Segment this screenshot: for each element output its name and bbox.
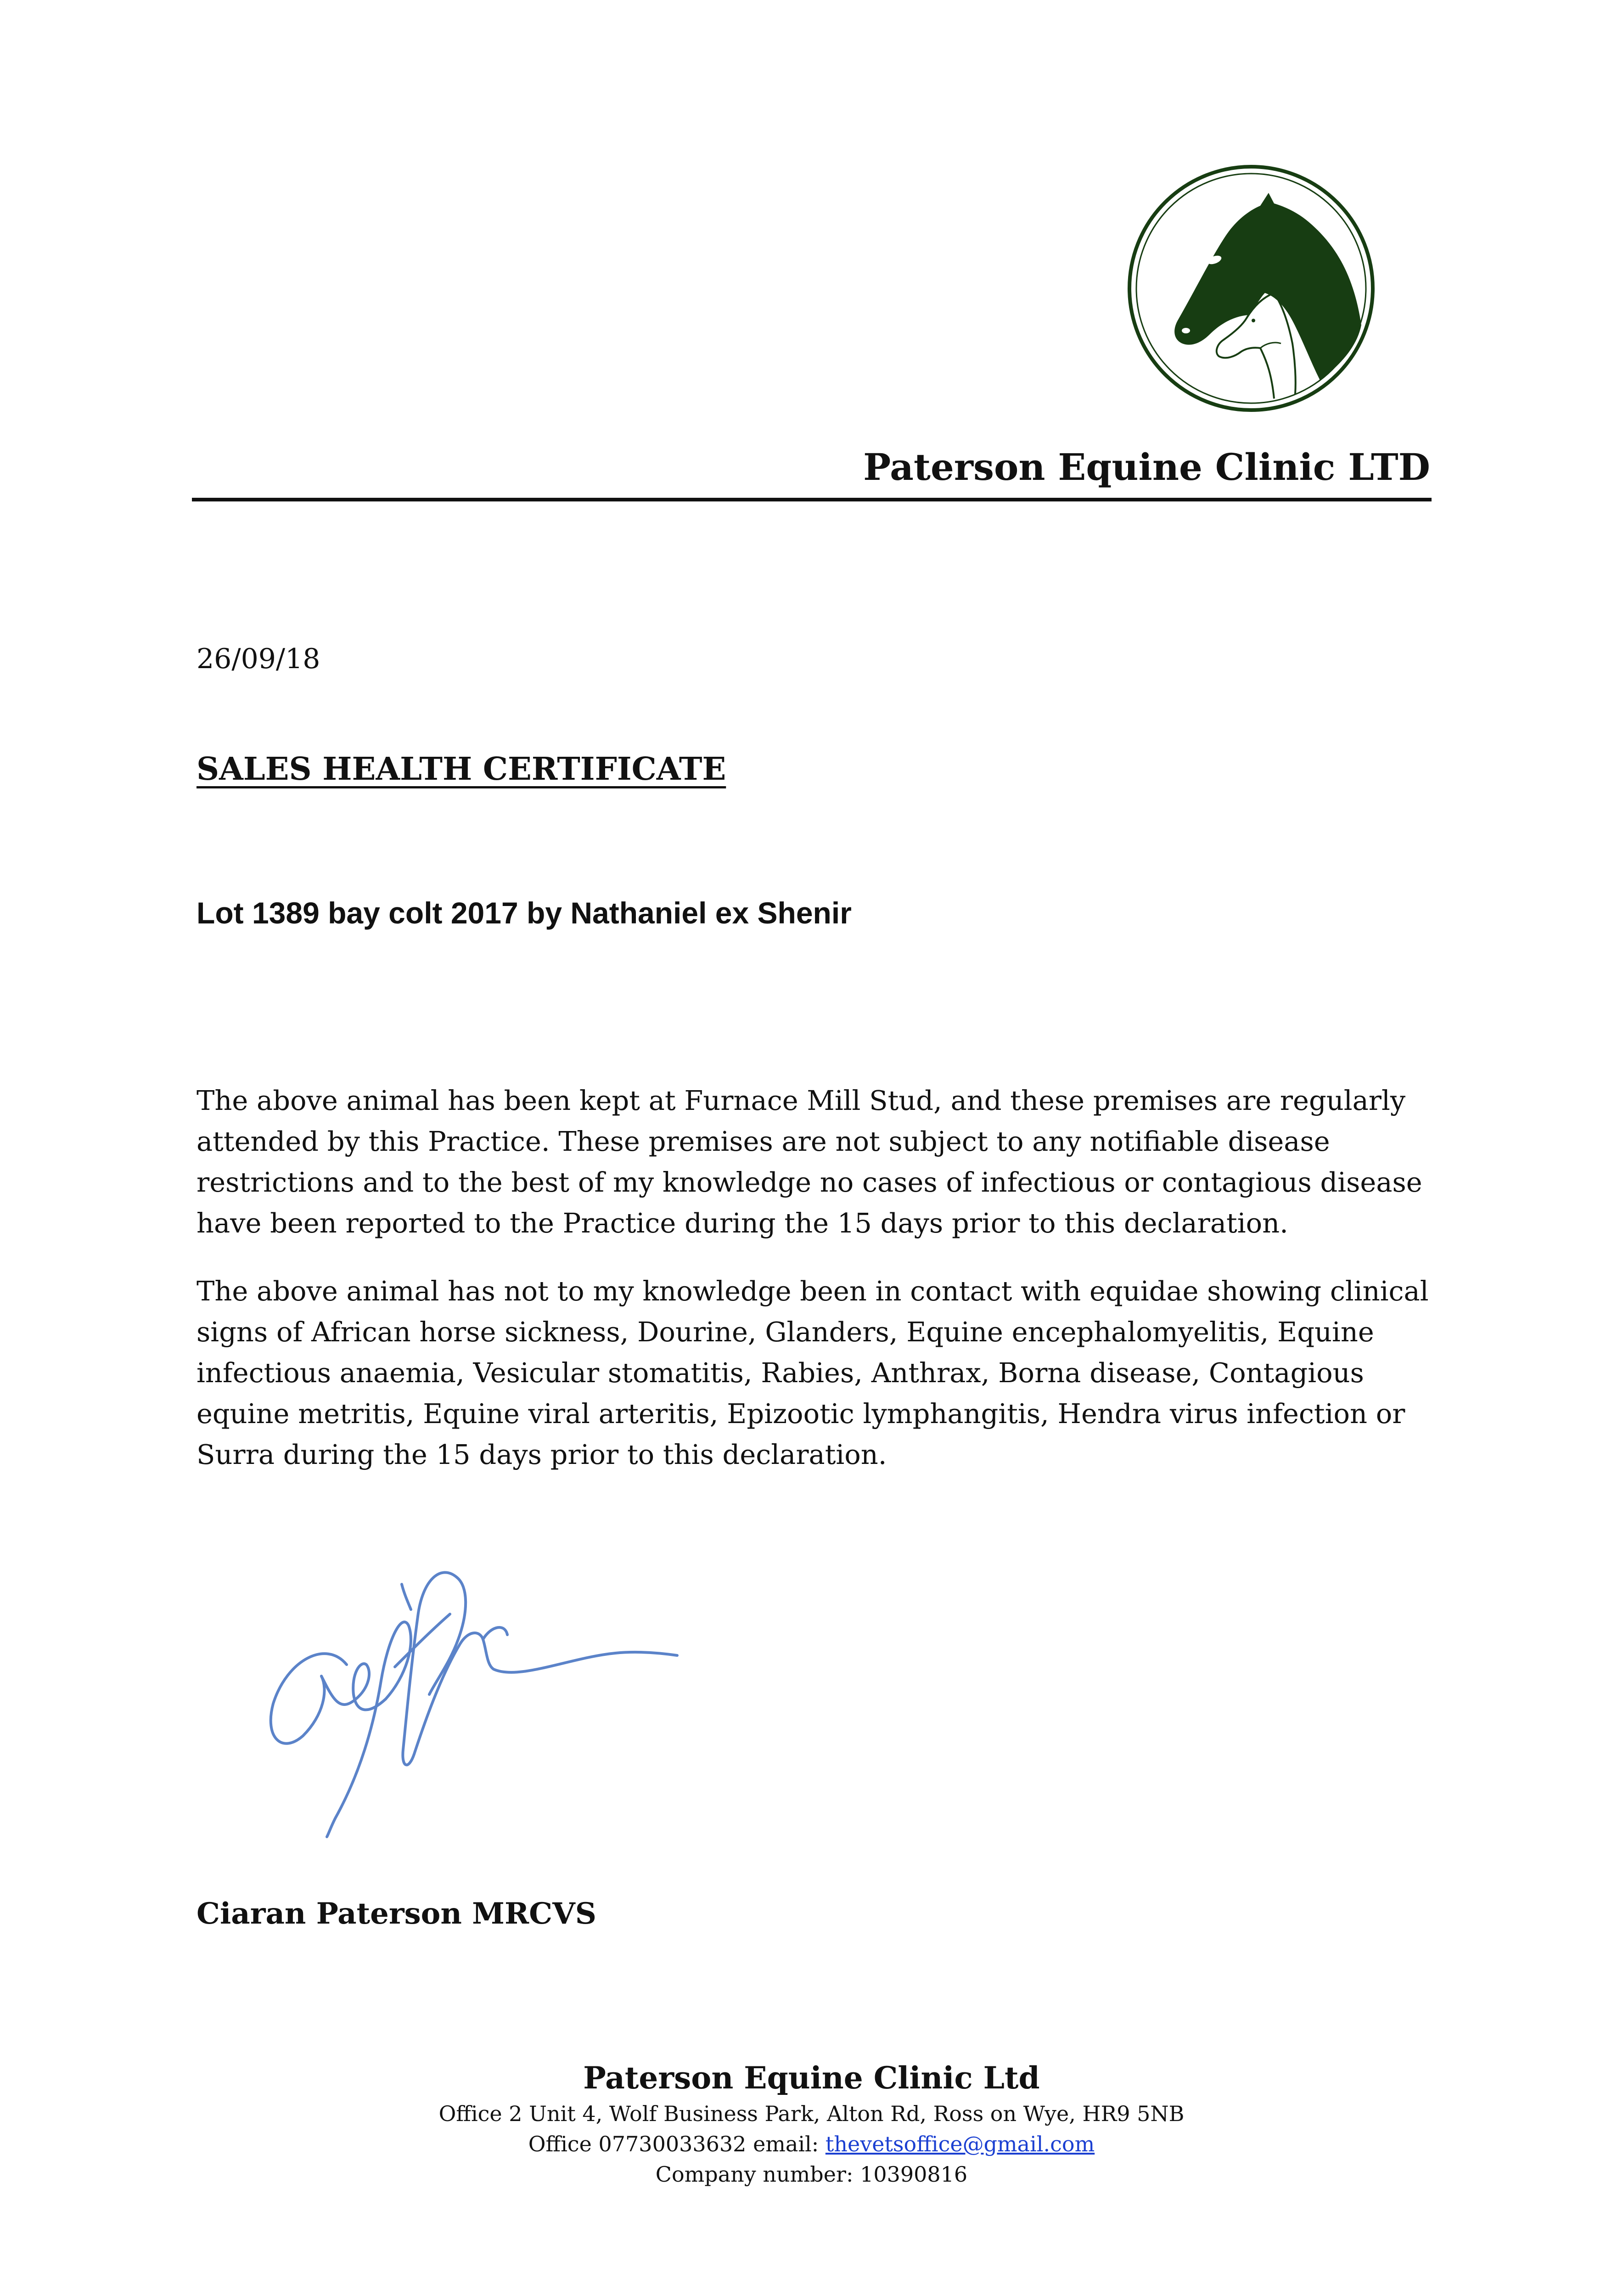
document-date: 26/09/18 bbox=[197, 643, 320, 675]
footer-contact bbox=[0, 2129, 1623, 2159]
premises-paragraph: The above animal has been kept at Furnace Mill Stud, and these premises are regularly attended by this Practice. These premises are not subject to any notifiable disease restrictions and to the best of my knowledge no cases of infectious or contagious disease have been reported to the Practice during the 15 days prior to this declaration. bbox=[197, 1085, 1422, 1239]
footer bbox=[0, 2057, 1623, 2189]
lot-description: Lot 1389 bay colt 2017 by Nathaniel ex Shenir bbox=[197, 896, 852, 930]
footer-company-number: Company number: 10390816 bbox=[655, 2162, 968, 2187]
header-company-name: Paterson Equine Clinic LTD bbox=[863, 445, 1430, 489]
header-divider bbox=[192, 498, 1432, 501]
footer-email-link[interactable]: thevetsoffice@gmail.com bbox=[825, 2132, 1095, 2156]
disease-contact-paragraph: The above animal has not to my knowledge been in contact with equidae showing clinical signs of African horse sickness, Dourine, Glanders, Equine encephalomyelitis, Equine infectious anaemia, Vesicular stomatitis, Rabies, Anthrax, Borna disease, Contagious equine metritis, Equine viral arteritis, Epizootic lymphangitis, Hendra virus infection or Surra during the 15 days prior to this declaration. bbox=[197, 1275, 1429, 1470]
handwritten-signature bbox=[248, 1561, 730, 1869]
footer-phone: Office 07730033632 email: bbox=[528, 2132, 826, 2156]
footer-address: Office 2 Unit 4, Wolf Business Park, Alton Rd, Ross on Wye, HR9 5NB bbox=[438, 2101, 1185, 2126]
footer-company-name: Paterson Equine Clinic Ltd bbox=[583, 2060, 1040, 2096]
horse-head-logo-icon bbox=[1123, 160, 1380, 417]
certificate-title: SALES HEALTH CERTIFICATE bbox=[197, 751, 726, 788]
signatory-name: Ciaran Paterson MRCVS bbox=[197, 1896, 596, 1931]
